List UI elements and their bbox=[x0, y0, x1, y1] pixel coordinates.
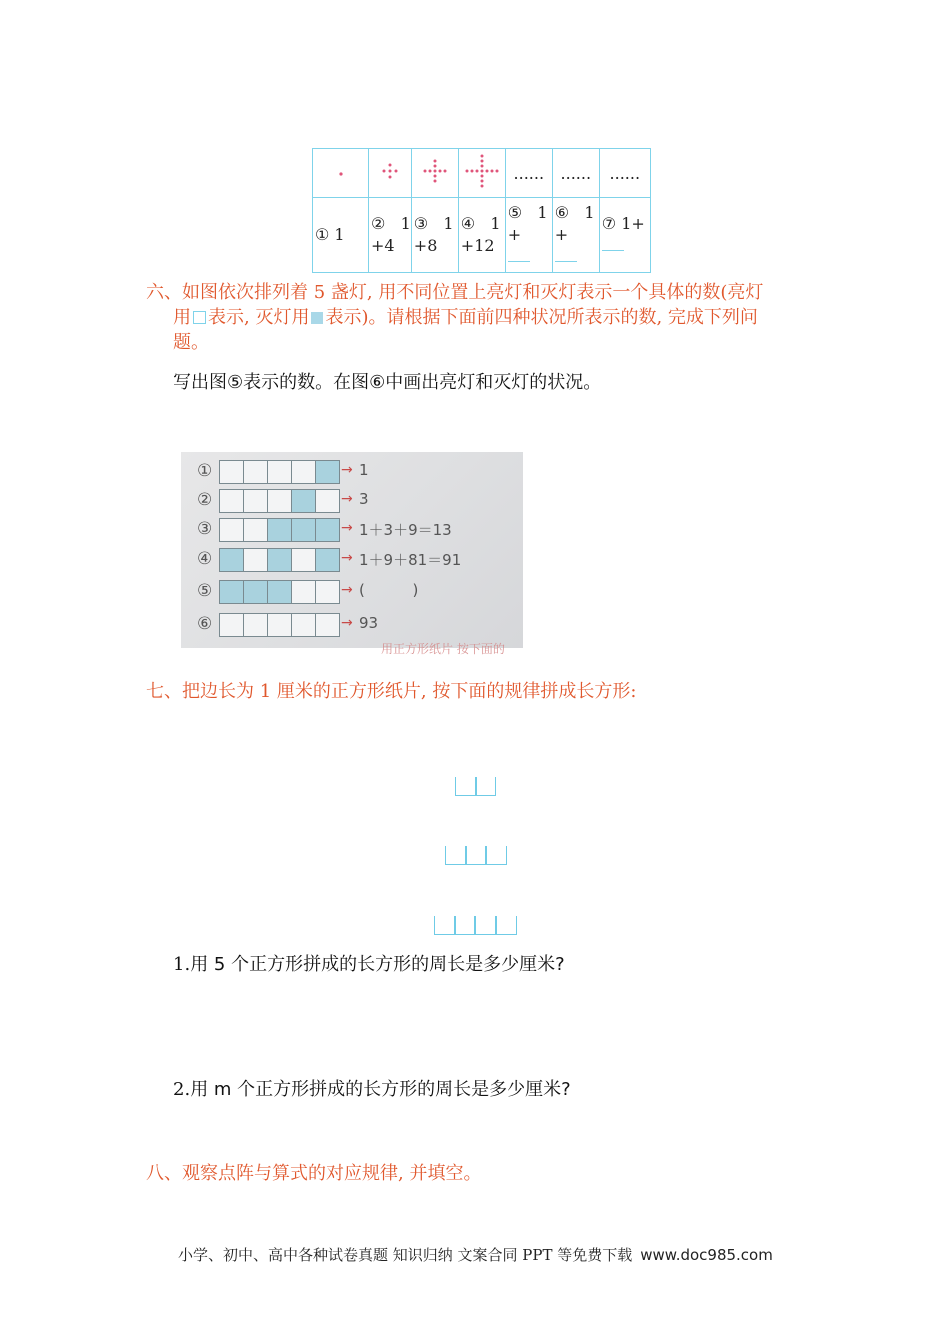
ellipsis: ...... bbox=[560, 163, 592, 183]
formula-cell-6 bbox=[552, 198, 599, 273]
lamp-row-6 bbox=[181, 613, 523, 637]
formula-text: ⑦ 1+ bbox=[601, 214, 645, 233]
section6-text-a: 用 bbox=[173, 307, 191, 328]
page-footer bbox=[178, 1244, 773, 1265]
lamp-photo bbox=[181, 452, 523, 656]
section6-title-line2 bbox=[146, 305, 816, 330]
formula-cell-1 bbox=[313, 198, 369, 273]
arrow-icon: → bbox=[341, 582, 353, 598]
dot-pattern-4 bbox=[458, 149, 505, 198]
question-1-number: 1. bbox=[173, 954, 191, 975]
square-strip-2 bbox=[455, 777, 496, 796]
lamp-cells bbox=[219, 613, 340, 637]
section6-text-c: 表示)。请根据下面前四种状况所表示的数, 完成下列问 bbox=[325, 307, 758, 328]
section6-instruction: 写出图⑤表示的数。在图⑥中画出亮灯和灭灯的状况。 bbox=[173, 372, 602, 393]
ellipsis: ...... bbox=[513, 163, 545, 183]
dot-figure-1 bbox=[336, 169, 346, 179]
section6-text-b: 表示, 灭灯用 bbox=[208, 307, 310, 328]
lamp-row-5 bbox=[181, 580, 523, 604]
lamp-cells bbox=[219, 489, 340, 513]
question-2-text: 用 m 个正方形拼成的长方形的周长是多少厘米? bbox=[190, 1079, 571, 1100]
dot-pattern-table bbox=[312, 148, 651, 273]
lamp-cells bbox=[219, 460, 340, 484]
dot-pattern-6 bbox=[552, 149, 599, 198]
lamp-row-2 bbox=[181, 489, 523, 513]
footer-text: 小学、初中、高中各种试卷真题 知识归纳 文案合同 PPT 等免费下载 bbox=[178, 1246, 633, 1264]
question-2-number: 2. bbox=[173, 1079, 191, 1100]
row-expression: ( ) bbox=[359, 581, 419, 599]
answer-blank[interactable] bbox=[555, 247, 577, 262]
lamp-cells bbox=[219, 518, 340, 542]
row-expression: 1＋3＋9＝13 bbox=[359, 521, 452, 539]
dot-figure-4 bbox=[464, 153, 500, 189]
dot-figure-3 bbox=[421, 157, 449, 185]
photo-cut-text: 用正方形纸片 按下面的 bbox=[381, 642, 505, 656]
arrow-icon: → bbox=[341, 462, 353, 478]
arrow-icon: → bbox=[341, 615, 353, 631]
question-1 bbox=[173, 950, 565, 976]
question-1-text: 用 5 个正方形拼成的长方形的周长是多少厘米? bbox=[190, 954, 565, 975]
arrow-icon: → bbox=[341, 520, 353, 536]
lamp-cells bbox=[219, 580, 340, 604]
row-number: ⑥ bbox=[197, 614, 213, 634]
formula-text: ② 1 +4 bbox=[371, 214, 411, 255]
section6-title-line1: 六、如图依次排列着 5 盏灯, 用不同位置上亮灯和灭灯表示一个具体的数(亮灯 bbox=[146, 282, 764, 303]
row-number: ① bbox=[197, 461, 213, 481]
row-number: ③ bbox=[197, 519, 213, 539]
formula-cell-2 bbox=[369, 198, 412, 273]
row-expression: 93 bbox=[359, 614, 379, 632]
formula-text: ① 1 bbox=[315, 225, 345, 244]
formula-cell-3 bbox=[411, 198, 458, 273]
formula-cell-4 bbox=[458, 198, 505, 273]
square-strip-4 bbox=[434, 916, 517, 935]
lamp-row-1 bbox=[181, 460, 523, 484]
arrow-icon: → bbox=[341, 550, 353, 566]
formula-text: ⑤ 1 + bbox=[507, 203, 548, 244]
answer-blank[interactable] bbox=[602, 236, 624, 251]
dot-pattern-5 bbox=[505, 149, 552, 198]
ellipsis: ...... bbox=[609, 163, 641, 183]
lamp-off-icon bbox=[311, 312, 323, 324]
lamp-on-icon bbox=[193, 311, 206, 324]
dot-pattern-3 bbox=[411, 149, 458, 198]
row-number: ④ bbox=[197, 549, 213, 569]
row-number: ② bbox=[197, 490, 213, 510]
section6-title-line3: 题。 bbox=[173, 332, 209, 353]
question-2 bbox=[173, 1075, 571, 1101]
formula-cell-5 bbox=[505, 198, 552, 273]
formula-cell-7 bbox=[599, 198, 650, 273]
formula-text: ⑥ 1 + bbox=[554, 203, 595, 244]
dot-pattern-7 bbox=[599, 149, 650, 198]
formula-text: ③ 1 +8 bbox=[413, 214, 454, 255]
row-expression: 3 bbox=[359, 490, 369, 508]
arrow-icon: → bbox=[341, 491, 353, 507]
section6-title bbox=[146, 280, 816, 355]
dot-figure-2 bbox=[380, 161, 400, 181]
lamp-row-3 bbox=[181, 518, 523, 542]
section7-title: 七、把边长为 1 厘米的正方形纸片, 按下面的规律拼成长方形: bbox=[146, 681, 637, 702]
row-expression: 1 bbox=[359, 461, 369, 479]
row-number: ⑤ bbox=[197, 581, 213, 601]
lamp-cells bbox=[219, 548, 340, 572]
section8-title: 八、观察点阵与算式的对应规律, 并填空。 bbox=[146, 1163, 482, 1184]
row-expression: 1＋9＋81＝91 bbox=[359, 551, 462, 569]
footer-site-link[interactable]: www.doc985.com bbox=[640, 1246, 773, 1264]
dot-pattern-1 bbox=[313, 149, 369, 198]
answer-blank[interactable] bbox=[508, 247, 530, 262]
formula-text: ④ 1 +12 bbox=[460, 214, 501, 255]
lamp-row-4 bbox=[181, 548, 523, 572]
square-strip-3 bbox=[445, 846, 507, 865]
dot-pattern-2 bbox=[369, 149, 412, 198]
